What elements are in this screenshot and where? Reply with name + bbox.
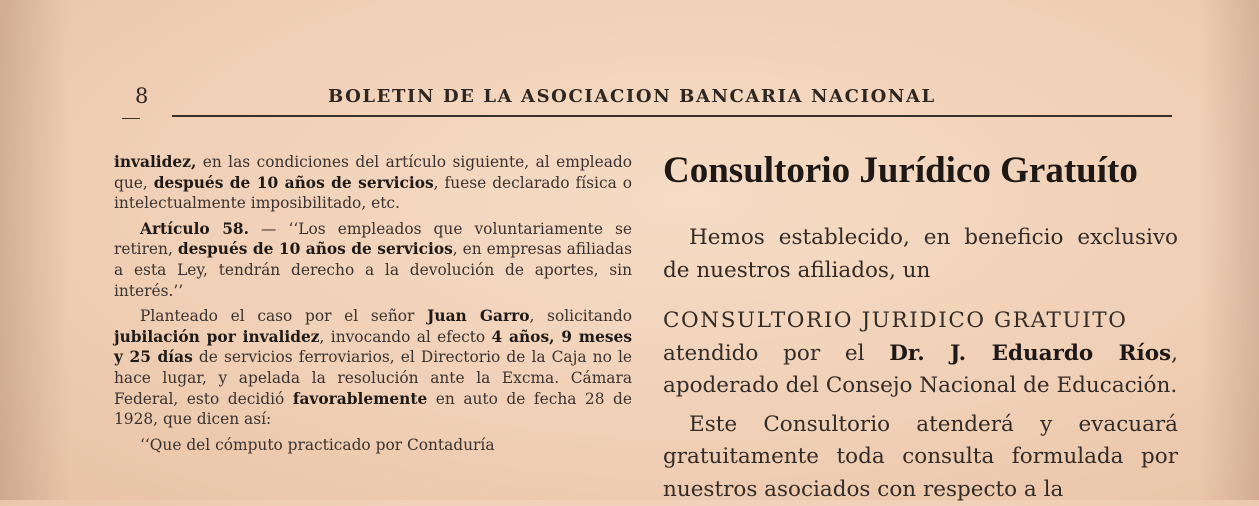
body-text: en auto de fecha 28 de 1928, que dicen así: bbox=[114, 390, 632, 429]
page-left-shadow bbox=[0, 0, 70, 500]
bold-term: después de 10 años de servicios bbox=[154, 174, 434, 192]
header-rule bbox=[172, 115, 1172, 117]
left-paragraph-3 bbox=[114, 306, 632, 430]
running-title: BOLETIN DE LA ASOCIACION BANCARIA NACIONAL bbox=[328, 86, 936, 107]
right-paragraph-1: Hemos establecido, en beneficio exclusivo de nuestros afiliados, un bbox=[663, 222, 1178, 287]
bold-term: jubilación por invalidez bbox=[114, 328, 320, 346]
body-text: , solicitando bbox=[529, 307, 632, 325]
bold-term: favorablemente bbox=[293, 390, 427, 408]
bold-term: invalidez, bbox=[114, 153, 196, 171]
left-paragraph-2 bbox=[114, 219, 632, 301]
body-text: — ‘‘Los empleados que voluntariamente se retiren, bbox=[114, 220, 632, 259]
attorney-name: Dr. J. Eduardo Ríos bbox=[889, 341, 1171, 366]
page-number: 8 bbox=[135, 84, 148, 108]
consultorio-banner: CONSULTORIO JURIDICO GRATUITO bbox=[663, 305, 1178, 338]
margin-mark bbox=[122, 118, 140, 119]
right-paragraph-2 bbox=[663, 338, 1178, 403]
person-name: Juan Garro bbox=[427, 307, 529, 325]
body-text: Planteado el caso por el señor bbox=[140, 307, 427, 325]
right-paragraph-3: Este Consultorio atenderá y evacuará gratuitamente toda consulta formulada por nuestros asociados con respecto a la bbox=[663, 409, 1178, 506]
right-column bbox=[663, 148, 1178, 506]
body-text: en las condiciones del artículo siguiente, al empleado que, bbox=[114, 153, 632, 192]
section-title: Consultorio Jurídico Gratuíto bbox=[663, 148, 1178, 194]
body-text: , apoderado del Consejo Nacional de Educación. bbox=[663, 341, 1178, 399]
body-text: , en empresas afiliadas a esta Ley, tendrán derecho a la devolución de aportes, sin interés.’’ bbox=[114, 240, 632, 299]
left-column bbox=[114, 152, 632, 455]
left-paragraph-4: ‘‘Que del cómputo practicado por Contaduría bbox=[114, 435, 632, 456]
left-paragraph-1 bbox=[114, 152, 632, 214]
body-text: atendido por el bbox=[663, 341, 889, 366]
body-text: de servicios ferroviarios, el Directorio de la Caja no le hace lugar, y apelada la resolución ante la Excma. Cámara Federal, esto decidió bbox=[114, 348, 632, 407]
bold-term: después de 10 años de servicios bbox=[178, 240, 453, 258]
article-label: Artículo 58. bbox=[140, 220, 249, 238]
page-right-shadow bbox=[1199, 0, 1259, 500]
body-text: , invocando al efecto bbox=[320, 328, 492, 346]
bold-term: 4 años, 9 meses y 25 días bbox=[114, 328, 632, 367]
body-text: , fuese declarado física o intelectualmente imposibilitado, etc. bbox=[114, 174, 632, 213]
